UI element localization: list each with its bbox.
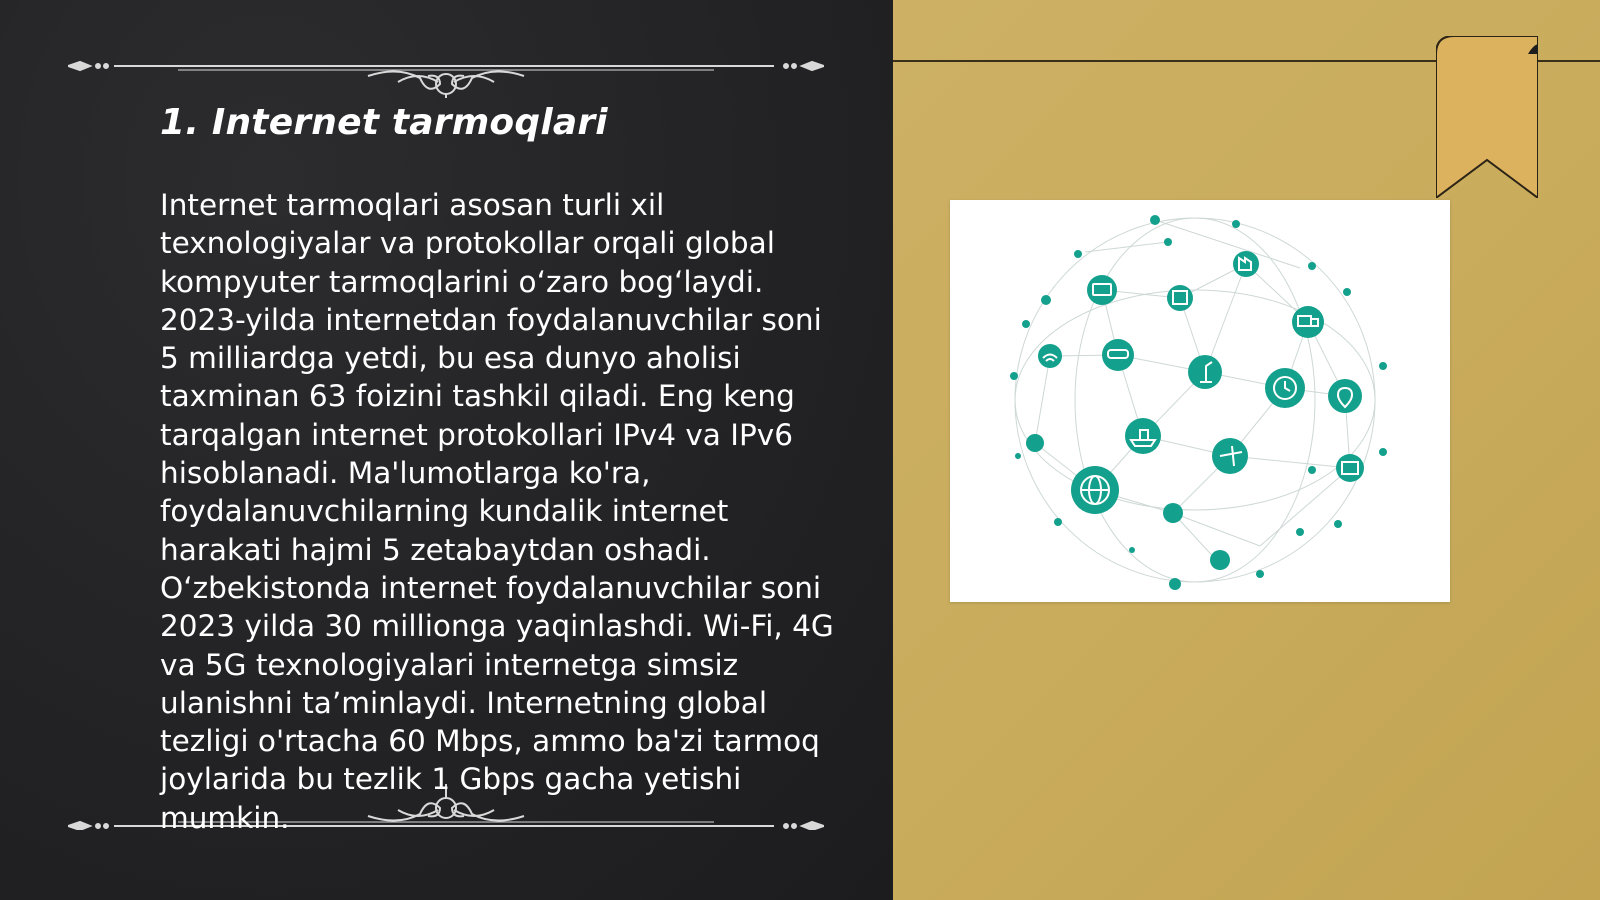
airplane-icon xyxy=(1212,438,1248,474)
store-icon xyxy=(1336,454,1364,482)
slide-title: 1. Internet tarmoqlari xyxy=(160,102,608,143)
ship-icon xyxy=(1125,418,1161,454)
wifi-icon xyxy=(1038,344,1062,368)
bookmark-ribbon-icon xyxy=(1436,36,1538,198)
factory-icon xyxy=(1233,251,1259,277)
car-icon xyxy=(1102,339,1134,371)
network-globe-graphic xyxy=(950,200,1450,602)
truck-icon xyxy=(1292,306,1324,338)
slide-body-text: Internet tarmoqlari asosan turli xil texnologiyalar va protokollar orqali global kompyuter tarmoqlarini o‘zaro bog‘laydi. 2023-yilda internetdan foydalanuvchilar soni 5 milliardga yetdi, bu esa dunyo aholisi taxminan 63 foizini tashkil qiladi. Eng keng tarqalgan internet protokollari IPv4 va IPv6 hisoblanadi. Ma'lumotlarga ko'ra, foydalanuvchilarning kundalik internet harakati hajmi 5 zetabaytdan oshadi. O‘zbekistonda internet foydalanuvchilar soni 2023 yilda 30 millionga yaqinlashdi. Wi-Fi, 4G va 5G texnologiyalari internetga simsiz ulanishni ta’minlaydi. Internetning global tezligi o'rtacha 60 Mbps, ammo ba'zi tarmoq joylarida bu tezlik 1 Gbps gacha yetishi mumkin. xyxy=(160,188,834,835)
network-illustration xyxy=(950,200,1450,602)
top-ornament-divider xyxy=(68,38,824,98)
monitor-icon xyxy=(1087,275,1117,305)
box-icon xyxy=(1167,285,1193,311)
